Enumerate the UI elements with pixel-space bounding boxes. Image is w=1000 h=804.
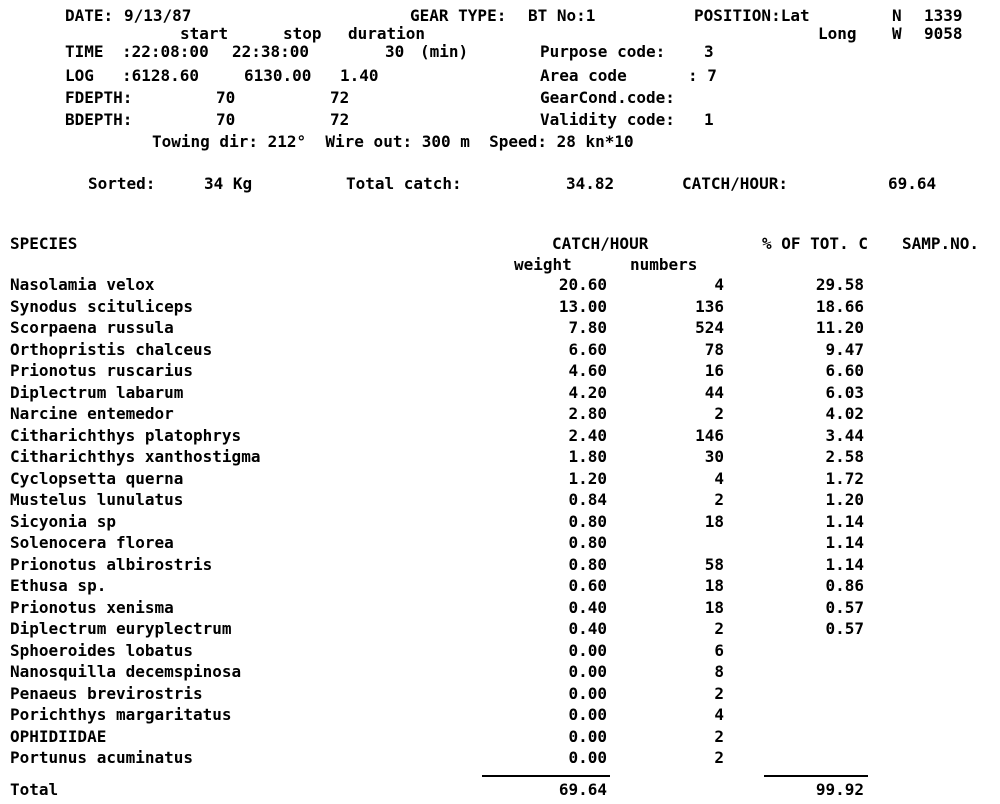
percent-of-total-column-header: % OF TOT. C <box>762 234 868 253</box>
weight-value: 0.80 <box>568 511 607 531</box>
numbers-value: 2 <box>714 748 724 767</box>
area-code-value: : 7 <box>688 66 717 85</box>
sorted-label: Sorted: <box>88 174 156 193</box>
percent-value: 0.86 <box>825 576 864 595</box>
numbers-value: 136 <box>695 296 724 316</box>
numbers-value: 58 <box>704 554 724 574</box>
percent-value: 18.66 <box>815 296 864 316</box>
column-stop-label: stop <box>283 24 322 43</box>
percent-value: 3.44 <box>825 425 864 445</box>
bdepth-stop: 72 <box>330 110 350 129</box>
weight-value: 2.80 <box>568 404 607 423</box>
percent-value: 1.14 <box>825 511 864 531</box>
weight-value: 6.60 <box>568 339 607 359</box>
catch-per-hour-label: CATCH/HOUR: <box>682 174 788 193</box>
sorted-value: 34 Kg <box>204 174 253 193</box>
numbers-value: 2 <box>714 683 724 703</box>
column-duration-label: duration <box>348 24 426 43</box>
percent-value: 29.58 <box>815 275 864 294</box>
numbers-value: 146 <box>695 425 724 445</box>
numbers-value: 78 <box>704 339 724 359</box>
species-name: Citharichthys xanthostigma <box>10 447 261 466</box>
percent-value: 2.58 <box>825 447 864 466</box>
weight-subheader: weight <box>514 255 572 274</box>
catch-per-hour-value: 69.64 <box>888 174 937 193</box>
species-name: Orthopristis chalceus <box>10 339 213 359</box>
gear-type-value: BT No:1 <box>528 6 596 25</box>
species-name: Mustelus lunulatus <box>10 490 184 509</box>
numbers-value: 4 <box>714 705 724 724</box>
validity-code-value: 1 <box>704 110 714 129</box>
time-stop: 22:38:00 <box>232 42 310 61</box>
fdepth-label: FDEPTH: <box>65 88 133 107</box>
date-value: 9/13/87 <box>124 6 192 25</box>
date-label: DATE: <box>65 6 114 25</box>
species-name: Penaeus brevirostris <box>10 683 203 703</box>
species-name: Citharichthys platophrys <box>10 425 242 445</box>
latitude-hemisphere: N <box>892 6 902 25</box>
species-name: Cyclopsetta querna <box>10 468 184 488</box>
species-name: Synodus scituliceps <box>10 296 194 316</box>
weight-value: 4.60 <box>568 361 607 380</box>
time-duration: 30 <box>385 42 405 61</box>
percent-total-rule <box>764 775 868 777</box>
percent-value: 1.20 <box>825 490 864 509</box>
catch-per-hour-column-header: CATCH/HOUR <box>552 234 649 253</box>
log-label: LOG <box>65 66 94 85</box>
numbers-value: 8 <box>714 662 724 681</box>
weight-value: 0.00 <box>568 640 607 660</box>
fdepth-stop: 72 <box>330 88 350 107</box>
numbers-value: 30 <box>704 447 724 466</box>
species-name: Prionotus albirostris <box>10 554 213 574</box>
weight-value: 0.00 <box>568 748 607 767</box>
percent-value: 11.20 <box>815 318 864 337</box>
species-name: Portunus acuminatus <box>10 748 194 767</box>
log-duration: 1.40 <box>340 66 379 85</box>
area-code-label: Area code <box>540 66 627 85</box>
weight-value: 0.84 <box>568 490 607 509</box>
total-weight-value: 69.64 <box>558 780 607 799</box>
gear-type-label: GEAR TYPE: <box>410 6 507 25</box>
percent-value: 6.60 <box>825 361 864 380</box>
purpose-code-label: Purpose code: <box>540 42 666 61</box>
species-name: Diplectrum euryplectrum <box>10 619 232 638</box>
weight-value: 0.00 <box>568 662 607 681</box>
numbers-value: 2 <box>714 490 724 509</box>
species-name: Prionotus ruscarius <box>10 361 194 380</box>
species-name: Sicyonia sp <box>10 511 116 531</box>
weight-value: 7.80 <box>568 318 607 337</box>
numbers-value: 18 <box>704 597 724 617</box>
species-name: Sphoeroides lobatus <box>10 640 194 660</box>
weight-value: 0.40 <box>568 619 607 638</box>
species-name: Scorpaena russula <box>10 318 174 337</box>
column-start-label: start <box>180 24 229 43</box>
species-name: Ethusa sp. <box>10 576 107 595</box>
numbers-value: 2 <box>714 726 724 746</box>
species-name: Nanosquilla decemspinosa <box>10 662 242 681</box>
numbers-value: 2 <box>714 404 724 423</box>
species-name: Diplectrum labarum <box>10 382 184 402</box>
validity-code-label: Validity code: <box>540 110 675 129</box>
species-name: Narcine entemedor <box>10 404 174 423</box>
bdepth-label: BDEPTH: <box>65 110 133 129</box>
weight-value: 20.60 <box>558 275 607 294</box>
log-stop: 6130.00 <box>244 66 312 85</box>
sample-number-column-header: SAMP.NO. <box>902 234 980 253</box>
fdepth-start: 70 <box>216 88 236 107</box>
percent-value: 0.57 <box>825 597 864 617</box>
bdepth-start: 70 <box>216 110 236 129</box>
numbers-value: 18 <box>704 576 724 595</box>
species-name: Solenocera florea <box>10 533 174 552</box>
numbers-value: 4 <box>714 275 724 294</box>
numbers-value: 524 <box>695 318 724 337</box>
weight-value: 13.00 <box>558 296 607 316</box>
numbers-value: 44 <box>704 382 724 402</box>
gear-condition-label: GearCond.code: <box>540 88 675 107</box>
weight-value: 4.20 <box>568 382 607 402</box>
total-catch-value: 34.82 <box>566 174 615 193</box>
weight-value: 1.80 <box>568 447 607 466</box>
numbers-value: 2 <box>714 619 724 638</box>
species-name: Prionotus xenisma <box>10 597 174 617</box>
total-catch-label: Total catch: <box>346 174 462 193</box>
longitude-hemisphere: W <box>892 24 902 43</box>
time-unit: (min) <box>420 42 469 61</box>
numbers-value: 16 <box>704 361 724 380</box>
percent-value: 1.14 <box>825 533 864 552</box>
percent-value: 4.02 <box>825 404 864 423</box>
log-start: :6128.60 <box>122 66 200 85</box>
time-label: TIME <box>65 42 104 61</box>
longitude-value: 9058 <box>924 24 963 43</box>
weight-value: 0.40 <box>568 597 607 617</box>
species-name: OPHIDIIDAE <box>10 726 107 746</box>
weight-value: 0.80 <box>568 533 607 552</box>
species-name: Nasolamia velox <box>10 275 155 294</box>
percent-value: 1.72 <box>825 468 864 488</box>
total-percent-value: 99.92 <box>815 780 864 799</box>
latitude-value: 1339 <box>924 6 963 25</box>
numbers-subheader: numbers <box>630 255 698 274</box>
percent-value: 0.57 <box>825 619 864 638</box>
numbers-value: 18 <box>704 511 724 531</box>
position-label: POSITION:Lat <box>694 6 810 25</box>
percent-value: 6.03 <box>825 382 864 402</box>
numbers-value: 4 <box>714 468 724 488</box>
percent-value: 9.47 <box>825 339 864 359</box>
purpose-code-value: 3 <box>704 42 714 61</box>
towing-info: Towing dir: 212° Wire out: 300 m Speed: 28 kn*10 <box>152 132 634 151</box>
species-column-header: SPECIES <box>10 234 78 253</box>
percent-value: 1.14 <box>825 554 864 574</box>
numbers-value: 6 <box>714 640 724 660</box>
weight-value: 0.00 <box>568 683 607 703</box>
weight-value: 2.40 <box>568 425 607 445</box>
weight-value: 0.80 <box>568 554 607 574</box>
species-name: Porichthys margaritatus <box>10 705 232 724</box>
weight-value: 0.60 <box>568 576 607 595</box>
weight-value: 1.20 <box>568 468 607 488</box>
weight-value: 0.00 <box>568 726 607 746</box>
weight-value: 0.00 <box>568 705 607 724</box>
longitude-label: Long <box>818 24 857 43</box>
time-start: :22:08:00 <box>122 42 209 61</box>
total-label: Total <box>10 780 59 799</box>
weight-total-rule <box>482 775 610 777</box>
